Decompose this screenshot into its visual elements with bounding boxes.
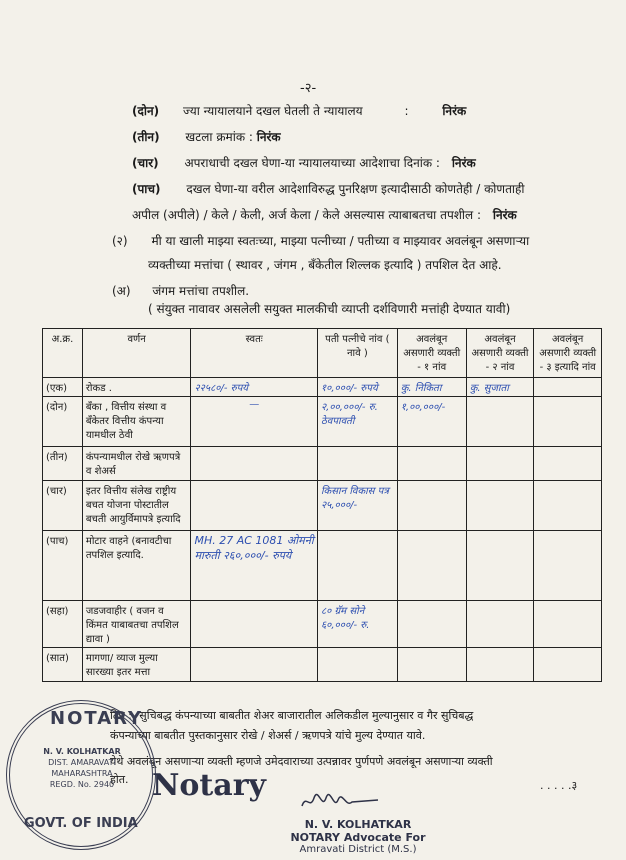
seal-registration: REGD. No. 2940 [49,780,115,789]
table-row [43,601,602,648]
item-five-cont [132,206,517,223]
continuation-marker: . . . . .३ [540,779,578,792]
cell-description: इतर वित्तीय संलेख राष्ट्रीय बचत योजना पोस्टातील बचती आयुर्विमापत्रे इत्यादि [82,481,191,531]
cell-serial: (तीन) [43,447,83,481]
header-dependent-1: अवलंबून असणारी व्यक्ती - १ नांव [397,329,466,378]
cell-self [191,481,318,531]
cell-self: २२५८०/- रुपये [191,378,318,397]
item-text: ज्या न्यायालयाने दखल घेतली ते न्यायालय [182,104,363,118]
table-row [43,481,602,531]
cell-serial: (सात) [43,648,83,682]
table-row [43,447,602,481]
cell-spouse: ८० ग्रॅम सोने ६०,०००/- रु. [317,601,397,648]
para-two-line1: मी या खाली माझ्या स्वतःच्या, माझ्या पत्नीच्या / पतीच्या व माझ्यावर अवलंबून असणाऱ्या [151,234,530,248]
cell-dependent-1 [397,648,466,682]
cell-dependent-3 [534,447,602,481]
seal-inner [40,746,124,790]
para-two-line2: व्यक्तीच्या मत्तांचा ( स्थावर , जंगम , बँकेतील शिल्लक इत्यादि ) तपशिल देत आहे. [148,258,502,272]
item-two [132,102,466,119]
item-value: निरंक [492,208,517,222]
seal-bottom-text: GOVT. OF INDIA [24,816,138,831]
cell-self [191,648,318,682]
cell-description: बँका , वित्तीय संस्था व बँकेतर वित्तीय कंपन्या यामधील ठेवी [82,397,191,447]
footnote-line-1: टिप :- सुचिबद्ध कंपन्याच्या बाबतीत शेअर बाजारातील अलिकडील मुल्यानुसार व गैर सुचिबद्ध [110,709,474,722]
item-four [132,154,476,171]
cell-dependent-2: कु. सुजाता [466,378,534,397]
cell-dependent-1 [397,481,466,531]
item-text: अपराधाची दखल घेणा-या न्यायालयाच्या आदेशाचा दिनांक : [184,156,440,170]
cell-self [191,447,318,481]
cell-dependent-2 [466,531,534,601]
cell-serial: (पाच) [43,531,83,601]
item-label: (दोन) [132,104,160,118]
cell-dependent-2 [466,601,534,648]
notary-stamp-label: Notary [152,768,266,803]
cell-spouse [317,648,397,682]
header-description: वर्णन [82,329,191,378]
cell-description: मागणा/ व्याज मुल्या सारख्या इतर मत्ता [82,648,191,682]
cell-self: — [191,397,318,447]
cell-dependent-1 [397,531,466,601]
table-header-row [43,329,602,378]
header-self: स्वतः [191,329,318,378]
seal-name: N. V. KOLHATKAR [43,747,121,756]
para-two [112,232,529,249]
cell-dependent-3 [534,601,602,648]
notary-details [278,818,438,855]
cell-dependent-1 [397,601,466,648]
notary-subtitle-2: Amravati District (M.S.) [299,844,417,855]
item-text-cont: अपील (अपीले) / केले / केली, अर्ज केला / केले असल्यास त्याबाबतचा तपशील : [132,208,482,222]
notary-seal [6,700,156,850]
table-row [43,648,602,682]
cell-spouse: १०,०००/- रुपये [317,378,397,397]
header-dependent-2: अवलंबून असणारी व्यक्ती - २ नांव [466,329,534,378]
seal-top-text: NOTARY [50,708,144,729]
cell-spouse: २,००,०००/- रु. ठेवपावती [317,397,397,447]
item-value: निरंक [442,104,467,118]
section-a-number: (अ) [112,284,131,298]
cell-dependent-2 [466,447,534,481]
table-row [43,531,602,601]
section-a-title: जंगम मत्तांचा तपशील. [152,284,250,298]
cell-dependent-1: १,००,०००/- [397,397,466,447]
header-serial: अ.क्र. [43,329,83,378]
header-dependent-3: अवलंबून असणारी व्यक्ती - ३ इत्यादि नांव [534,329,602,378]
cell-serial: (दोन) [43,397,83,447]
para-two-number: (२) [112,234,128,248]
cell-self: MH. 27 AC 1081 ओमनी मारुती २६०,०००/- रुपये [191,531,318,601]
cell-description: रोकड . [82,378,191,397]
cell-serial: (चार) [43,481,83,531]
cell-dependent-2 [466,481,534,531]
table-row [43,378,602,397]
cell-serial: (सहा) [43,601,83,648]
cell-dependent-1 [397,447,466,481]
item-text: दखल घेणा-या वरील आदेशाविरुद्ध पुनरिक्षण इत्यादीसाठी कोणतेही / कोणताही [186,182,525,196]
header-spouse: पती पत्नीचे नांव ( नावे ) [317,329,397,378]
seal-district: DIST. AMARAVATI [48,758,116,767]
cell-description: कंपन्यामधील रोखे ऋणपत्रे व शेअर्स [82,447,191,481]
cell-spouse: किसान विकास पत्र २५,०००/- [317,481,397,531]
notary-name: N. V. KOLHATKAR [304,818,412,831]
cell-dependent-3 [534,481,602,531]
item-label: (तीन) [132,130,160,144]
item-label: (चार) [132,156,159,170]
item-label: (पाच) [132,182,161,196]
item-text: खटला क्रमांक : [185,130,253,144]
footnote-line-2: कंपन्याच्या बाबतीत पुस्तकानुसार रोखे / शेअर्स / ऋणपत्रे यांचे मुल्य देण्यात यावे. [110,729,426,742]
table-row [43,397,602,447]
cell-spouse [317,447,397,481]
item-value: निरंक [451,156,476,170]
cell-dependent-3 [534,648,602,682]
footnote-line-3: येथे अवलंबून असणाऱ्या व्यक्ती म्हणजे उमेदवाराच्या उत्पन्नावर पुर्णपणे अवलंबून असणाऱ्या व्यक्ती [110,755,493,768]
cell-spouse [317,531,397,601]
notary-subtitle: NOTARY Advocate For [290,831,426,844]
cell-dependent-3 [534,531,602,601]
movable-assets-table [42,328,602,682]
seal-state: MAHARASHTRA [51,769,113,778]
cell-description: मोटार वाहने (बनावटीचा तपशिल इत्यादि. [82,531,191,601]
section-a [112,282,249,299]
cell-dependent-2 [466,648,534,682]
signature [300,790,380,814]
cell-serial: (एक) [43,378,83,397]
cell-dependent-1: कु. निकिता [397,378,466,397]
item-sep: : [404,104,409,118]
item-three [132,128,281,145]
item-five [132,180,525,197]
section-a-note: ( संयुक्त नावावर असलेली सयुक्त मालकीची व्याप्ती दर्शविणारी मत्तांही देण्यात यावी) [148,302,511,316]
item-value: निरंक [256,130,281,144]
cell-dependent-3 [534,378,602,397]
cell-description: जडजवाहीर ( वजन व किंमत याबाबतचा तपशिल द्यावा ) [82,601,191,648]
cell-dependent-2 [466,397,534,447]
cell-self [191,601,318,648]
footnote-line-4: होत. [110,773,129,786]
page-number: -२- [300,81,317,96]
cell-dependent-3 [534,397,602,447]
